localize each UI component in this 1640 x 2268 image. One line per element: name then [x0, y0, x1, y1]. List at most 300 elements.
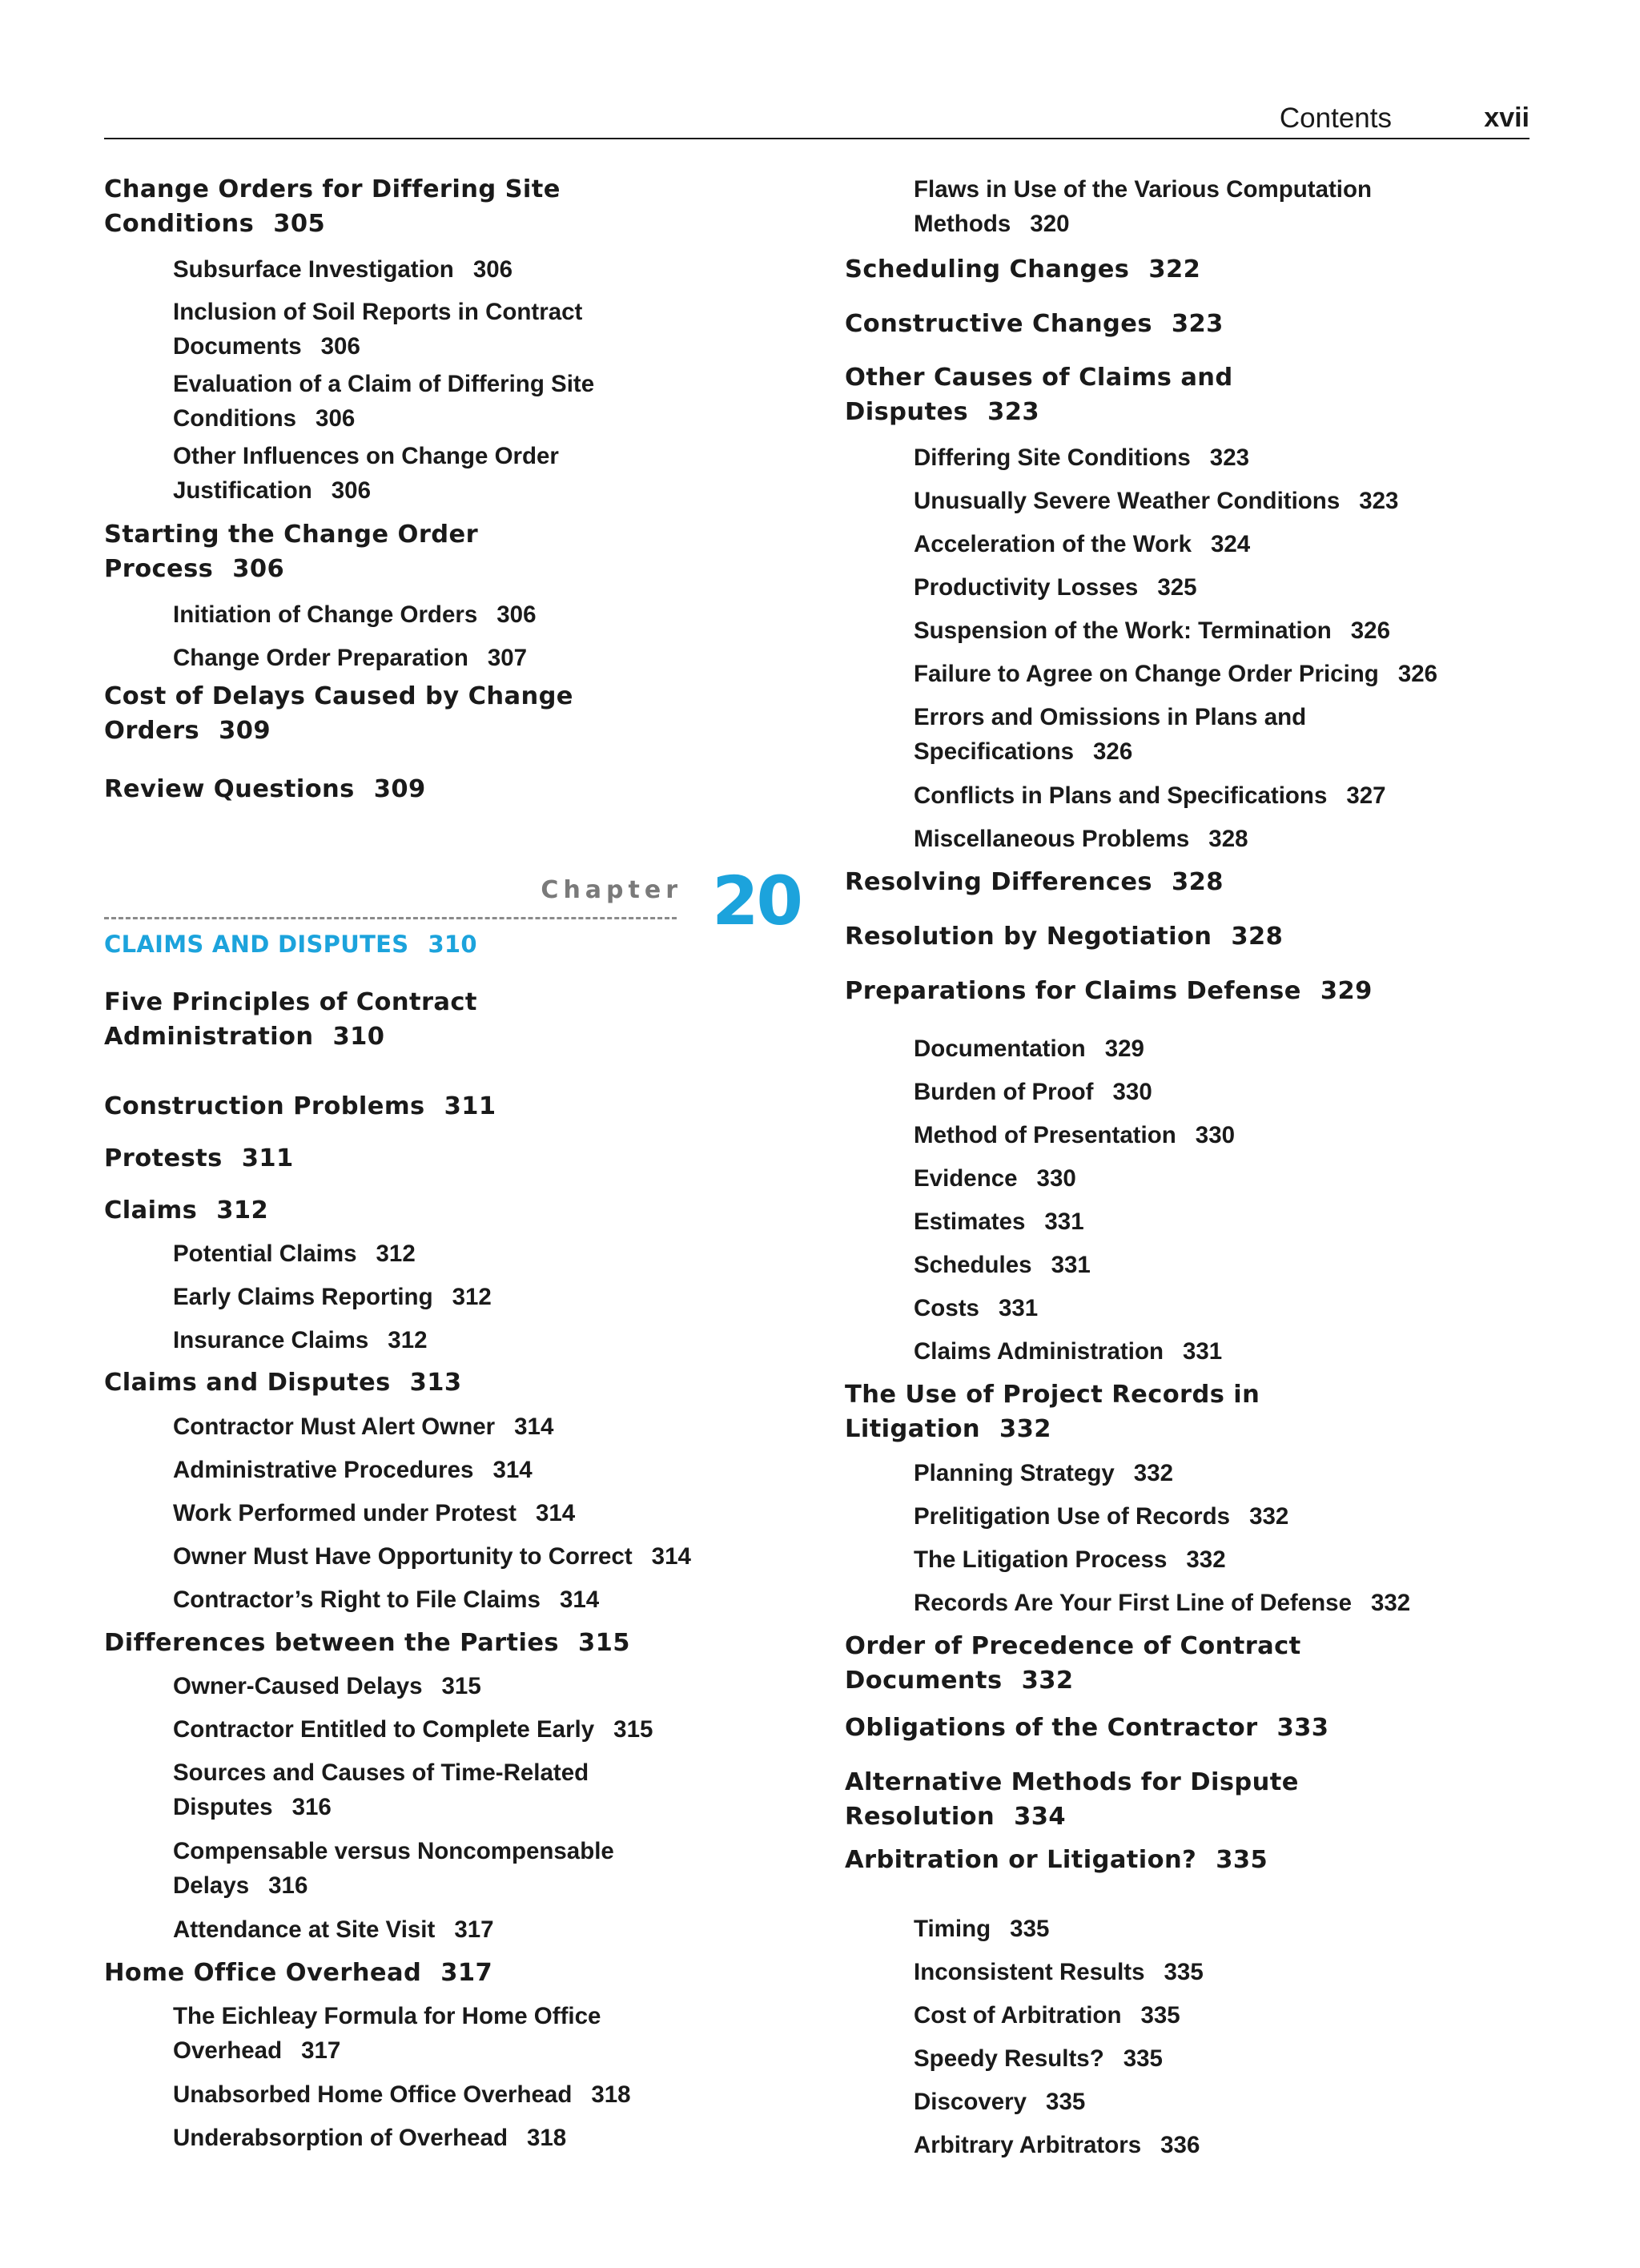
toc-entry-line	[104, 207, 561, 241]
toc-entry-text: Unusually Severe Weather Conditions	[914, 488, 1341, 514]
toc-page-number: 322	[1148, 255, 1201, 284]
toc-subheading-contractor-entitled-to-complete-early[interactable]	[104, 1712, 653, 1747]
toc-entry-text: Claims	[104, 1196, 198, 1224]
toc-heading-claims[interactable]	[104, 1193, 268, 1228]
toc-entry-text: Five Principles of Contract	[104, 988, 477, 1016]
toc-heading-home-office-overhead[interactable]	[104, 1956, 492, 1990]
toc-subheading-discovery[interactable]	[845, 2085, 1085, 2119]
toc-entry-text: Unabsorbed Home Office Overhead	[173, 2081, 573, 2108]
toc-entry-text: Subsurface Investigation	[173, 256, 454, 283]
toc-subheading-inclusion-of-soil-reports-in-contract[interactable]	[104, 295, 582, 364]
toc-heading-differences-between-the-parties[interactable]	[104, 1626, 630, 1660]
toc-entry-text: Arbitration or Litigation?	[845, 1846, 1197, 1874]
toc-page-number: 336	[1160, 2132, 1200, 2158]
toc-entry-line	[845, 1412, 1260, 1446]
toc-subheading-attendance-at-site-visit[interactable]	[104, 1912, 494, 1947]
toc-entry-text: Order of Precedence of Contract	[845, 1632, 1301, 1660]
toc-entry-text: Method of Presentation	[914, 1122, 1176, 1148]
toc-page-number: 317	[301, 2037, 341, 2064]
toc-page-number: 313	[409, 1369, 462, 1397]
toc-entry-line	[914, 1499, 1288, 1534]
toc-subheading-evidence[interactable]	[845, 1161, 1076, 1196]
toc-subheading-subsurface-investigation[interactable]	[104, 252, 512, 287]
toc-entry-line	[173, 439, 559, 473]
toc-entry-text: Work Performed under Protest	[173, 1500, 517, 1526]
toc-page-number: 306	[316, 405, 356, 432]
toc-page-number: 332	[1370, 1590, 1411, 1616]
toc-subheading-burden-of-proof[interactable]	[845, 1075, 1152, 1109]
toc-entry-text: Underabsorption of Overhead	[173, 2125, 508, 2151]
toc-page-number: 330	[1036, 1165, 1076, 1192]
toc-entry-line	[914, 1542, 1226, 1577]
toc-heading-construction-problems[interactable]	[104, 1089, 496, 1124]
toc-page-number: 320	[1030, 211, 1070, 237]
toc-heading-arbitration-or-litigation[interactable]	[845, 1843, 1268, 1877]
toc-page-number: 323	[1209, 444, 1250, 471]
toc-page-number: 310	[332, 1023, 385, 1051]
toc-entry-text: Conflicts in Plans and Specifications	[914, 782, 1328, 809]
toc-entry-line	[845, 307, 1224, 341]
toc-heading-five-principles-of-contract[interactable]	[104, 985, 477, 1054]
toc-heading-alternative-methods-for-dispute[interactable]	[845, 1765, 1299, 1834]
toc-entry-line	[173, 1712, 653, 1747]
toc-entry-line	[104, 1365, 462, 1400]
toc-page-number: 306	[472, 256, 513, 283]
toc-entry-line	[914, 172, 1372, 207]
toc-entry-line	[173, 367, 594, 401]
toc-heading-constructive-changes[interactable]	[845, 307, 1224, 341]
toc-entry-text: Planning Strategy	[914, 1460, 1115, 1486]
toc-subheading-unusually-severe-weather-conditions[interactable]	[845, 484, 1398, 518]
toc-page-number: 314	[535, 1500, 576, 1526]
toc-page-number: 332	[1021, 1667, 1074, 1695]
toc-page-number: 318	[526, 2125, 567, 2151]
toc-page-number: 314	[492, 1457, 533, 1483]
toc-page-number: 335	[1046, 2089, 1086, 2115]
toc-entry-text: Methods	[914, 211, 1011, 237]
toc-entry-text: Initiation of Change Orders	[173, 601, 478, 628]
toc-entry-text: Early Claims Reporting	[173, 1284, 433, 1310]
toc-subheading-underabsorption-of-overhead[interactable]	[104, 2121, 566, 2155]
toc-entry-text: Contractor’s Right to File Claims	[173, 1586, 541, 1613]
toc-heading-protests[interactable]	[104, 1141, 294, 1176]
toc-entry-text: Justification	[173, 477, 312, 504]
toc-page-number: 317	[440, 1959, 493, 1987]
toc-page-number: 335	[1123, 2045, 1163, 2072]
toc-entry-line	[173, 2077, 631, 2112]
toc-subheading-miscellaneous-problems[interactable]	[845, 822, 1248, 856]
toc-heading-resolving-differences[interactable]	[845, 865, 1224, 899]
toc-entry-text: Inclusion of Soil Reports in Contract	[173, 299, 583, 325]
toc-entry-line	[173, 1323, 428, 1357]
toc-entry-line	[104, 1193, 268, 1228]
toc-subheading-failure-to-agree-on-change-order-pricing[interactable]	[845, 657, 1437, 691]
toc-entry-line	[173, 1834, 614, 1868]
toc-page-number: 335	[1216, 1846, 1268, 1874]
toc-subheading-administrative-procedures[interactable]	[104, 1453, 533, 1487]
toc-page-number: 314	[559, 1586, 600, 1613]
toc-entry-text: Other Causes of Claims and	[845, 364, 1233, 392]
toc-page-number: 328	[1231, 923, 1284, 951]
toc-subheading-potential-claims[interactable]	[104, 1237, 416, 1271]
toc-entry-line	[914, 527, 1250, 561]
toc-entry-line	[104, 1089, 496, 1124]
toc-page-number: 323	[1171, 310, 1224, 338]
toc-entry-line	[845, 1663, 1301, 1698]
toc-page-number: 323	[1359, 488, 1399, 514]
toc-entry-line	[914, 700, 1306, 734]
toc-subheading-schedules[interactable]	[845, 1248, 1091, 1282]
toc-page-number: 331	[1051, 1252, 1091, 1278]
toc-subheading-speedy-results[interactable]	[845, 2041, 1163, 2076]
toc-entry-line	[914, 778, 1386, 813]
toc-subheading-cost-of-arbitration[interactable]	[845, 1998, 1180, 2033]
toc-entry-text: Resolution	[845, 1803, 995, 1831]
toc-page-number: 306	[320, 333, 360, 360]
toc-entry-line	[914, 484, 1398, 518]
toc-heading-change-orders-for-differing-site[interactable]	[104, 172, 561, 241]
toc-entry-line	[104, 552, 478, 586]
toc-entry-text: Differing Site Conditions	[914, 444, 1191, 471]
toc-entry-text: Conditions	[173, 405, 297, 432]
toc-heading-review-questions[interactable]	[104, 772, 426, 806]
toc-subheading-compensable-versus-noncompensable[interactable]	[104, 1834, 614, 1903]
toc-page-number: 332	[1249, 1503, 1289, 1530]
toc-page-number: 309	[219, 717, 271, 745]
toc-entry-text: Litigation	[845, 1415, 981, 1443]
toc-entry-text: Suspension of the Work: Termination	[914, 617, 1332, 644]
toc-page-number: 306	[496, 601, 537, 628]
toc-entry-line	[914, 734, 1306, 769]
toc-subheading-initiation-of-change-orders[interactable]	[104, 597, 536, 632]
toc-entry-line	[173, 1790, 589, 1824]
toc-page-number: 326	[1397, 661, 1438, 687]
toc-subheading-insurance-claims[interactable]	[104, 1323, 428, 1357]
toc-entry-line	[845, 1765, 1299, 1800]
toc-entry-line	[914, 1248, 1091, 1282]
toc-page-number: 314	[514, 1413, 554, 1440]
toc-heading-starting-the-change-order[interactable]	[104, 517, 478, 586]
toc-entry-text: Review Questions	[104, 775, 355, 803]
toc-heading-obligations-of-the-contractor[interactable]	[845, 1711, 1328, 1745]
toc-subheading-other-influences-on-change-order[interactable]	[104, 439, 559, 508]
toc-page-number: 331	[1182, 1338, 1223, 1365]
toc-entry-line	[173, 1237, 416, 1271]
toc-subheading-contractor-must-alert-owner[interactable]	[104, 1409, 553, 1444]
toc-page-number: 328	[1172, 868, 1224, 896]
running-header	[104, 98, 1529, 139]
toc-entry-line	[173, 252, 512, 287]
toc-heading-claims-and-disputes[interactable]	[104, 1365, 462, 1400]
toc-entry-line	[914, 1334, 1222, 1369]
toc-page-number: 312	[452, 1284, 492, 1310]
toc-page-number: 317	[454, 1916, 494, 1943]
toc-entry-line	[914, 1955, 1204, 1989]
toc-page-number: 331	[998, 1295, 1039, 1321]
toc-entry-text: Protests	[104, 1144, 223, 1172]
toc-entry-line	[914, 1291, 1038, 1325]
toc-entry-text: Discovery	[914, 2089, 1027, 2115]
toc-subheading-early-claims-reporting[interactable]	[104, 1280, 492, 1314]
toc-entry-line	[173, 2033, 601, 2068]
toc-entry-line	[845, 360, 1233, 395]
toc-entry-line	[914, 613, 1390, 648]
toc-page-number: 333	[1276, 1714, 1329, 1742]
toc-entry-line	[914, 822, 1248, 856]
toc-entry-text: Owner-Caused Delays	[173, 1673, 423, 1699]
toc-entry-text: Flaws in Use of the Various Computation	[914, 176, 1373, 203]
chapter-number: 20	[712, 862, 801, 940]
toc-entry-text: Orders	[104, 717, 200, 745]
toc-entry-line	[173, 1868, 614, 1903]
toc-entry-text: Prelitigation Use of Records	[914, 1503, 1231, 1530]
toc-entry-line	[845, 1711, 1328, 1745]
toc-page-number: 316	[268, 1872, 308, 1899]
toc-entry-text: Speedy Results?	[914, 2045, 1104, 2072]
toc-entry-text: Change Orders for Differing Site	[104, 175, 561, 203]
toc-entry-line	[104, 517, 478, 552]
toc-subheading-owner-caused-delays[interactable]	[104, 1669, 481, 1703]
toc-entry-line	[104, 772, 426, 806]
toc-page-number: 334	[1014, 1803, 1067, 1831]
toc-page-number: 335	[1010, 1916, 1050, 1942]
toc-subheading-errors-and-omissions-in-plans-and[interactable]	[845, 700, 1306, 769]
toc-page-number: 306	[232, 555, 285, 583]
toc-entry-text: Estimates	[914, 1208, 1026, 1235]
toc-page-number: 335	[1140, 2002, 1180, 2029]
toc-entry-text: Disputes	[845, 398, 969, 426]
toc-subheading-method-of-presentation[interactable]	[845, 1118, 1235, 1152]
toc-entry-text: Arbitrary Arbitrators	[914, 2132, 1142, 2158]
toc-entry-text: Constructive Changes	[845, 310, 1152, 338]
toc-entry-line	[104, 1956, 492, 1990]
toc-entry-text: Records Are Your First Line of Defense	[914, 1590, 1352, 1616]
toc-heading-the-use-of-project-records-in[interactable]	[845, 1377, 1260, 1446]
toc-page-number: 318	[591, 2081, 631, 2108]
toc-subheading-planning-strategy[interactable]	[845, 1456, 1173, 1490]
toc-entry-line	[104, 172, 561, 207]
toc-entry-text: Obligations of the Contractor	[845, 1714, 1258, 1742]
toc-subheading-records-are-your-first-line-of-defense[interactable]	[845, 1586, 1410, 1620]
toc-entry-text: The Use of Project Records in	[845, 1381, 1260, 1409]
toc-entry-line	[914, 440, 1249, 475]
toc-entry-line	[845, 1629, 1301, 1663]
toc-entry-line	[173, 329, 582, 364]
toc-subheading-arbitrary-arbitrators[interactable]	[845, 2128, 1200, 2162]
toc-subheading-estimates[interactable]	[845, 1204, 1084, 1239]
toc-subheading-work-performed-under-protest[interactable]	[104, 1496, 575, 1530]
toc-entry-line	[914, 1998, 1180, 2033]
toc-page-number: 332	[1133, 1460, 1174, 1486]
toc-entry-text: Insurance Claims	[173, 1327, 369, 1353]
toc-entry-text: Starting the Change Order	[104, 521, 479, 549]
toc-entry-text: Documentation	[914, 1035, 1086, 1062]
toc-entry-line	[845, 865, 1224, 899]
toc-entry-text: Administrative Procedures	[173, 1457, 474, 1483]
toc-subheading-acceleration-of-the-work[interactable]	[845, 527, 1250, 561]
toc-page-number: 331	[1044, 1208, 1084, 1235]
toc-entry-line	[845, 974, 1373, 1008]
toc-entry-text: Errors and Omissions in Plans and	[914, 704, 1307, 730]
toc-entry-text: Contractor Entitled to Complete Early	[173, 1716, 595, 1743]
toc-entry-line	[104, 1626, 630, 1660]
toc-entry-text: Cost of Arbitration	[914, 2002, 1122, 2029]
toc-entry-line	[845, 1377, 1260, 1412]
toc-entry-text: Specifications	[914, 738, 1075, 765]
toc-entry-text: Burden of Proof	[914, 1079, 1094, 1105]
toc-entry-text: Change Order Preparation	[173, 645, 468, 671]
toc-entry-line	[173, 401, 594, 436]
toc-entry-text: Potential Claims	[173, 1241, 357, 1267]
toc-subheading-prelitigation-use-of-records[interactable]	[845, 1499, 1288, 1534]
toc-entry-line	[104, 714, 573, 748]
toc-heading-order-of-precedence-of-contract[interactable]	[845, 1629, 1301, 1698]
toc-page-number: 307	[487, 645, 528, 671]
toc-entry-line	[845, 395, 1233, 429]
toc-entry-line	[914, 2041, 1163, 2076]
toc-subheading-change-order-preparation[interactable]	[104, 641, 527, 675]
toc-entry-line	[104, 1141, 294, 1176]
toc-entry-line	[914, 1912, 1049, 1946]
toc-entry-line	[173, 641, 527, 675]
toc-entry-line	[173, 597, 536, 632]
toc-entry-line	[173, 1582, 599, 1617]
chapter-heading	[104, 862, 801, 969]
toc-entry-line	[173, 295, 582, 329]
toc-entry-line	[173, 1912, 494, 1947]
toc-entry-text: Claims and Disputes	[104, 1369, 391, 1397]
toc-entry-text: Administration	[104, 1023, 314, 1051]
toc-page-number: 332	[1186, 1546, 1226, 1573]
toc-entry-line	[914, 1075, 1152, 1109]
toc-subheading-sources-and-causes-of-time-related[interactable]	[104, 1755, 589, 1824]
toc-entry-text: Miscellaneous Problems	[914, 826, 1190, 852]
toc-entry-text: Overhead	[173, 2037, 283, 2064]
toc-entry-text: The Litigation Process	[914, 1546, 1168, 1573]
toc-entry-text: Evidence	[914, 1165, 1018, 1192]
toc-heading-resolution-by-negotiation[interactable]	[845, 919, 1283, 954]
running-header-title: Contents	[1279, 103, 1392, 134]
toc-entry-text: Disputes	[173, 1794, 273, 1820]
toc-page-number: 324	[1210, 531, 1251, 557]
toc-entry-text: Attendance at Site Visit	[173, 1916, 436, 1943]
toc-entry-line	[914, 657, 1437, 691]
toc-page-number: 314	[651, 1543, 691, 1570]
toc-entry-text: Scheduling Changes	[845, 255, 1130, 284]
chapter-label: Chapter	[541, 876, 682, 904]
toc-subheading-timing[interactable]	[845, 1912, 1049, 1946]
toc-page-number: 315	[613, 1716, 653, 1743]
toc-entry-text: Delays	[173, 1872, 250, 1899]
toc-subheading-the-eichleay-formula-for-home-office[interactable]	[104, 1999, 601, 2068]
toc-entry-text: Claims Administration	[914, 1338, 1164, 1365]
toc-page-number: 335	[1164, 1959, 1204, 1985]
toc-entry-line	[914, 1204, 1084, 1239]
toc-heading-cost-of-delays-caused-by-change[interactable]	[104, 679, 573, 748]
toc-entry-text: Cost of Delays Caused by Change	[104, 682, 573, 710]
toc-subheading-owner-must-have-opportunity-to-correct[interactable]	[104, 1539, 691, 1574]
toc-page-number: 315	[441, 1673, 481, 1699]
toc-page-number: 330	[1112, 1079, 1152, 1105]
toc-entry-text: Home Office Overhead	[104, 1959, 422, 1987]
toc-page-number: 309	[373, 775, 426, 803]
toc-entry-line	[914, 2085, 1085, 2119]
toc-heading-scheduling-changes[interactable]	[845, 252, 1200, 287]
toc-subheading-productivity-losses[interactable]	[845, 570, 1197, 605]
toc-entry-text: Differences between the Parties	[104, 1629, 559, 1657]
toc-entry-text: Conditions	[104, 210, 255, 238]
toc-subheading-differing-site-conditions[interactable]	[845, 440, 1249, 475]
toc-entry-line	[845, 1843, 1268, 1877]
toc-subheading-documentation[interactable]	[845, 1031, 1144, 1066]
toc-entry-line	[845, 252, 1200, 287]
toc-entry-line	[914, 570, 1197, 605]
toc-entry-text: Schedules	[914, 1252, 1032, 1278]
toc-page-number: 329	[1320, 977, 1373, 1005]
toc-subheading-unabsorbed-home-office-overhead[interactable]	[104, 2077, 631, 2112]
toc-entry-line	[104, 679, 573, 714]
toc-page-number: 332	[999, 1415, 1051, 1443]
toc-entry-text: Productivity Losses	[914, 574, 1139, 601]
toc-entry-text: Owner Must Have Opportunity to Correct	[173, 1543, 633, 1570]
toc-entry-text: Construction Problems	[104, 1092, 425, 1120]
toc-page-number: 312	[376, 1241, 416, 1267]
toc-entry-line	[173, 1539, 691, 1574]
toc-entry-text: Preparations for Claims Defense	[845, 977, 1301, 1005]
toc-entry-text: Sources and Causes of Time-Related	[173, 1759, 589, 1786]
toc-entry-text: Documents	[173, 333, 302, 360]
toc-entry-line	[914, 1586, 1410, 1620]
toc-subheading-the-litigation-process[interactable]	[845, 1542, 1226, 1577]
toc-entry-text: Compensable versus Noncompensable	[173, 1838, 614, 1864]
toc-subheading-inconsistent-results[interactable]	[845, 1955, 1204, 1989]
chapter-title[interactable]	[104, 931, 477, 958]
toc-entry-line	[173, 1755, 589, 1790]
toc-subheading-conflicts-in-plans-and-specifications[interactable]	[845, 778, 1386, 813]
toc-entry-line	[173, 1999, 601, 2033]
toc-entry-text: Failure to Agree on Change Order Pricing	[914, 661, 1379, 687]
toc-entry-line	[104, 1019, 477, 1054]
toc-page-number: 326	[1350, 617, 1390, 644]
toc-page-number: 305	[273, 210, 326, 238]
toc-heading-other-causes-of-claims-and[interactable]	[845, 360, 1233, 429]
toc-page-number: 316	[291, 1794, 332, 1820]
toc-page-number: 325	[1157, 574, 1197, 601]
toc-subheading-contractors-right-to-file-claims[interactable]	[104, 1582, 599, 1617]
toc-page-number: 311	[444, 1092, 496, 1120]
toc-entry-line	[914, 1456, 1173, 1490]
toc-entry-text: Costs	[914, 1295, 979, 1321]
toc-entry-line	[845, 919, 1283, 954]
toc-entry-text: Evaluation of a Claim of Differing Site	[173, 371, 595, 397]
toc-subheading-suspension-of-the-work-termination[interactable]	[845, 613, 1390, 648]
toc-page-number: 326	[1093, 738, 1133, 765]
toc-entry-line	[914, 2128, 1200, 2162]
toc-entry-text: Inconsistent Results	[914, 1959, 1145, 1985]
toc-subheading-costs[interactable]	[845, 1291, 1038, 1325]
toc-entry-text: Contractor Must Alert Owner	[173, 1413, 496, 1440]
toc-entry-line	[173, 2121, 566, 2155]
toc-entry-text: Acceleration of the Work	[914, 531, 1192, 557]
toc-subheading-evaluation-of-a-claim-of-differing-site[interactable]	[104, 367, 594, 436]
toc-page-number: 312	[216, 1196, 269, 1224]
toc-page-number: 323	[987, 398, 1039, 426]
toc-subheading-flaws-in-use-of-the-various-computation[interactable]	[845, 172, 1372, 241]
chapter-title-page: 310	[428, 931, 477, 958]
toc-subheading-claims-administration[interactable]	[845, 1334, 1222, 1369]
toc-heading-preparations-for-claims-defense[interactable]	[845, 974, 1373, 1008]
toc-page-number: 329	[1104, 1035, 1144, 1062]
